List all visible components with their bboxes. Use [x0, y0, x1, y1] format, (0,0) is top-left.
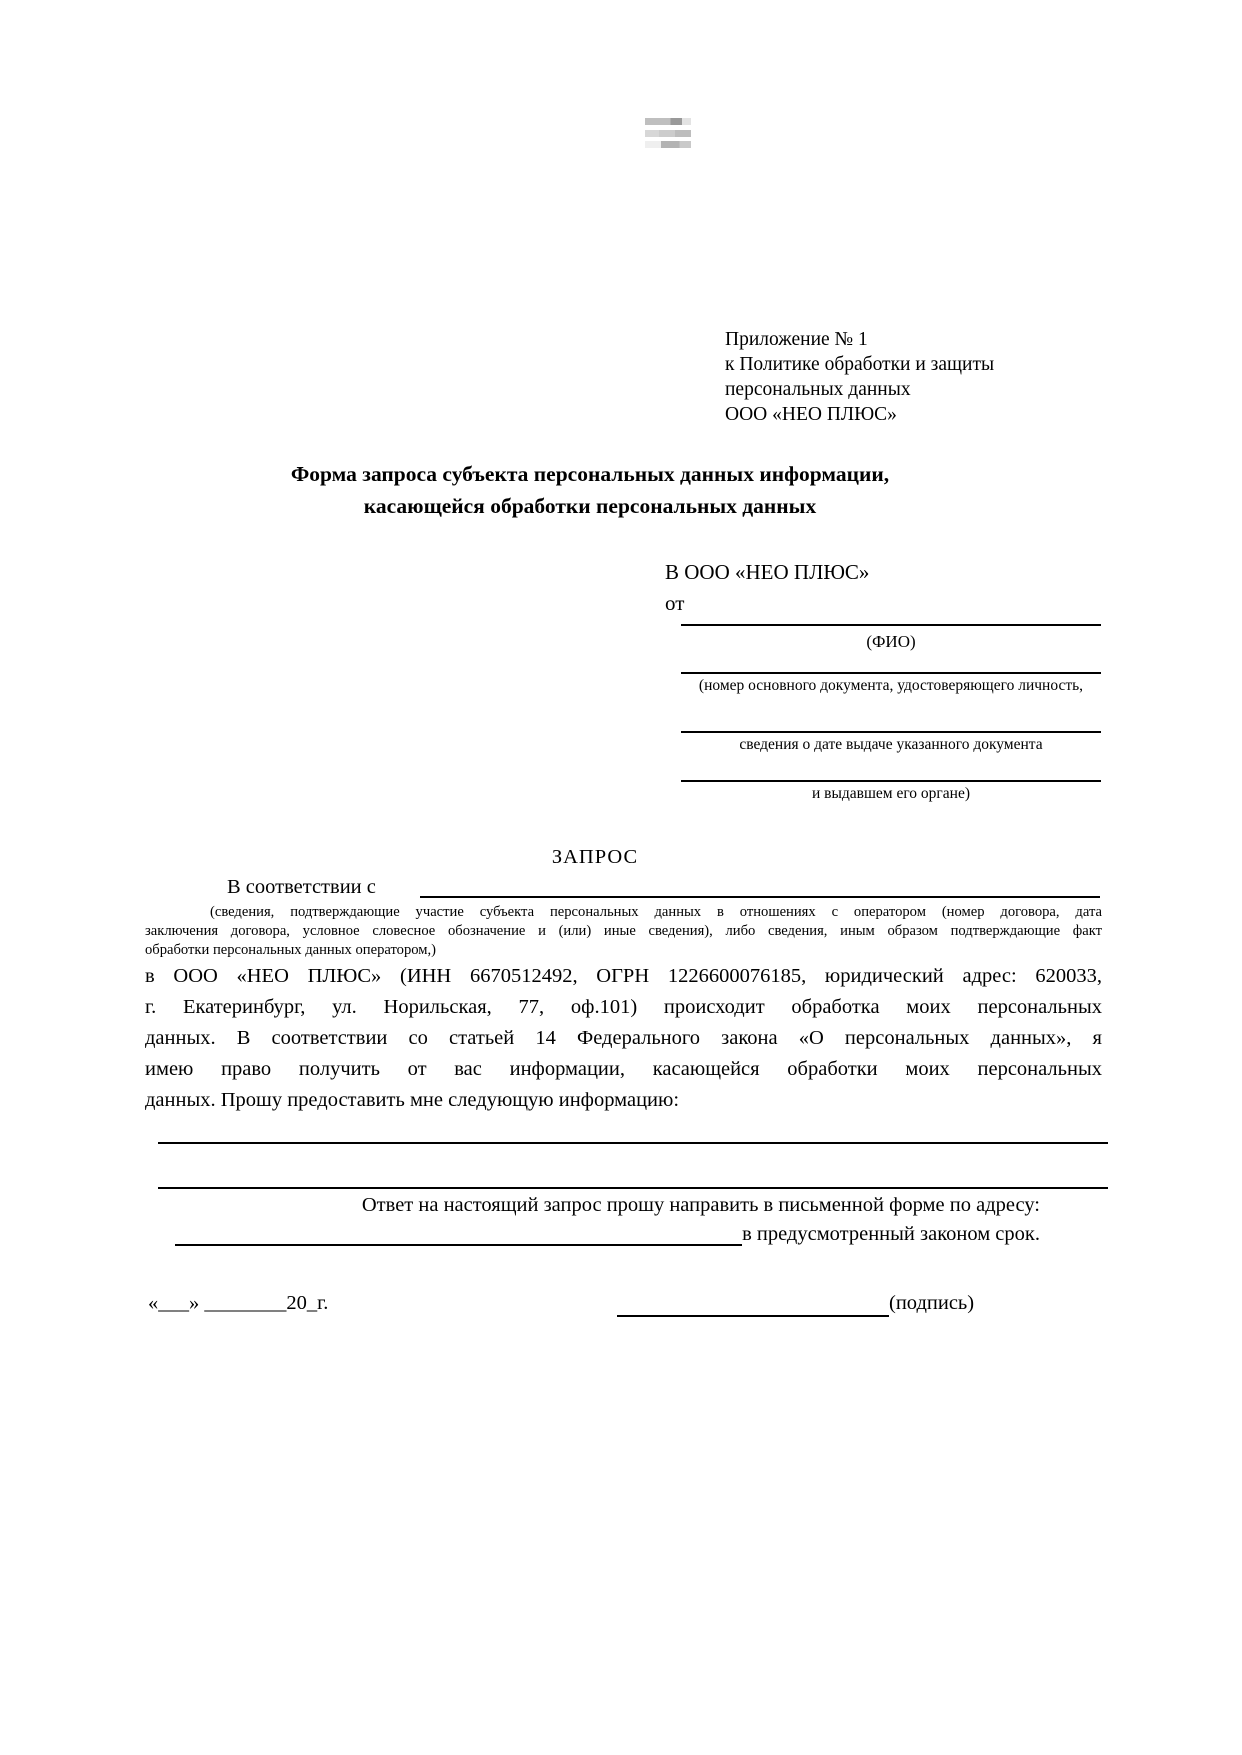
request-body [145, 961, 1102, 1116]
basis-blank-line [420, 869, 1100, 898]
attachment-line: ООО «НЕО ПЛЮС» [725, 404, 897, 425]
info-blank-line-2 [158, 1160, 1108, 1189]
fio-label: (ФИО) [866, 632, 916, 651]
fine-print-line: заключения договора, условное словесное обозначение и (или) иные сведения), либо сведения, иным образом подтверждающие факт [145, 923, 1102, 939]
logo-stripe [645, 118, 691, 125]
issue-date-label: сведения о дате выдаче указанного документа [739, 736, 1043, 753]
issue-date-blank-line [681, 704, 1101, 733]
title-line-1: Форма запроса субъекта персональных данных информации, [290, 462, 890, 486]
reply-address-text: Ответ на настоящий запрос прошу направить в письменной форме по адресу: [361, 1194, 1040, 1216]
fine-print-line: обработки персональных данных оператором,) [145, 942, 437, 958]
reply-address-row [175, 1219, 1040, 1246]
body-line: данных. В соответствии со статьей 14 Федерального закона «О персональных данных», я [145, 1027, 1102, 1049]
attachment-note [725, 327, 994, 427]
attachment-line: к Политике обработки и защиты [725, 354, 995, 375]
signature-blank-line [617, 1288, 889, 1317]
body-line: данных. Прошу предоставить мне следующую информацию: [145, 1089, 680, 1111]
body-line: в ООО «НЕО ПЛЮС» (ИНН 6670512492, ОГРН 1226600076185, юридический адрес: 620033, [145, 965, 1102, 987]
info-blank-line-1 [158, 1115, 1108, 1144]
body-line: имею право получить от вас информации, касающейся обработки моих персональных [145, 1058, 1102, 1080]
title-line-2: касающейся обработки персональных данных [363, 494, 817, 518]
reply-deadline-text: в предусмотренный законом срок. [742, 1223, 1040, 1245]
address-blank-line [175, 1219, 742, 1246]
attachment-line: персональных данных [725, 379, 911, 400]
fine-print-line: (сведения, подтверждающие участие субъекта персональных данных в отношениях с оператором (номер договора, дата [210, 904, 1102, 920]
fio-blank-line [681, 597, 1101, 626]
doc-logo-image [645, 118, 691, 148]
request-heading: ЗАПРОС [551, 846, 639, 868]
attachment-line: Приложение № 1 [725, 329, 868, 350]
issuing-authority-label: и выдавшем его органе) [811, 785, 971, 802]
addressee-to: В ООО «НЕО ПЛЮС» [665, 560, 870, 584]
logo-stripe [645, 141, 691, 148]
issuing-authority-blank-line [681, 753, 1101, 782]
date-blank-text: «___» ________20_г. [148, 1292, 329, 1314]
signature-label: (подпись) [889, 1292, 975, 1314]
document-number-blank-line [681, 645, 1101, 674]
fine-print-note [145, 903, 1102, 960]
document-title [145, 458, 1035, 522]
document-number-label: (номер основного документа, удостоверяющего личность, [698, 677, 1084, 694]
logo-stripe [645, 130, 691, 137]
body-line: г. Екатеринбург, ул. Норильская, 77, оф.101) происходит обработка моих персональных [145, 996, 1102, 1018]
addressee-from-label: от [665, 591, 685, 615]
request-intro-text: В соответствии с [227, 876, 376, 898]
